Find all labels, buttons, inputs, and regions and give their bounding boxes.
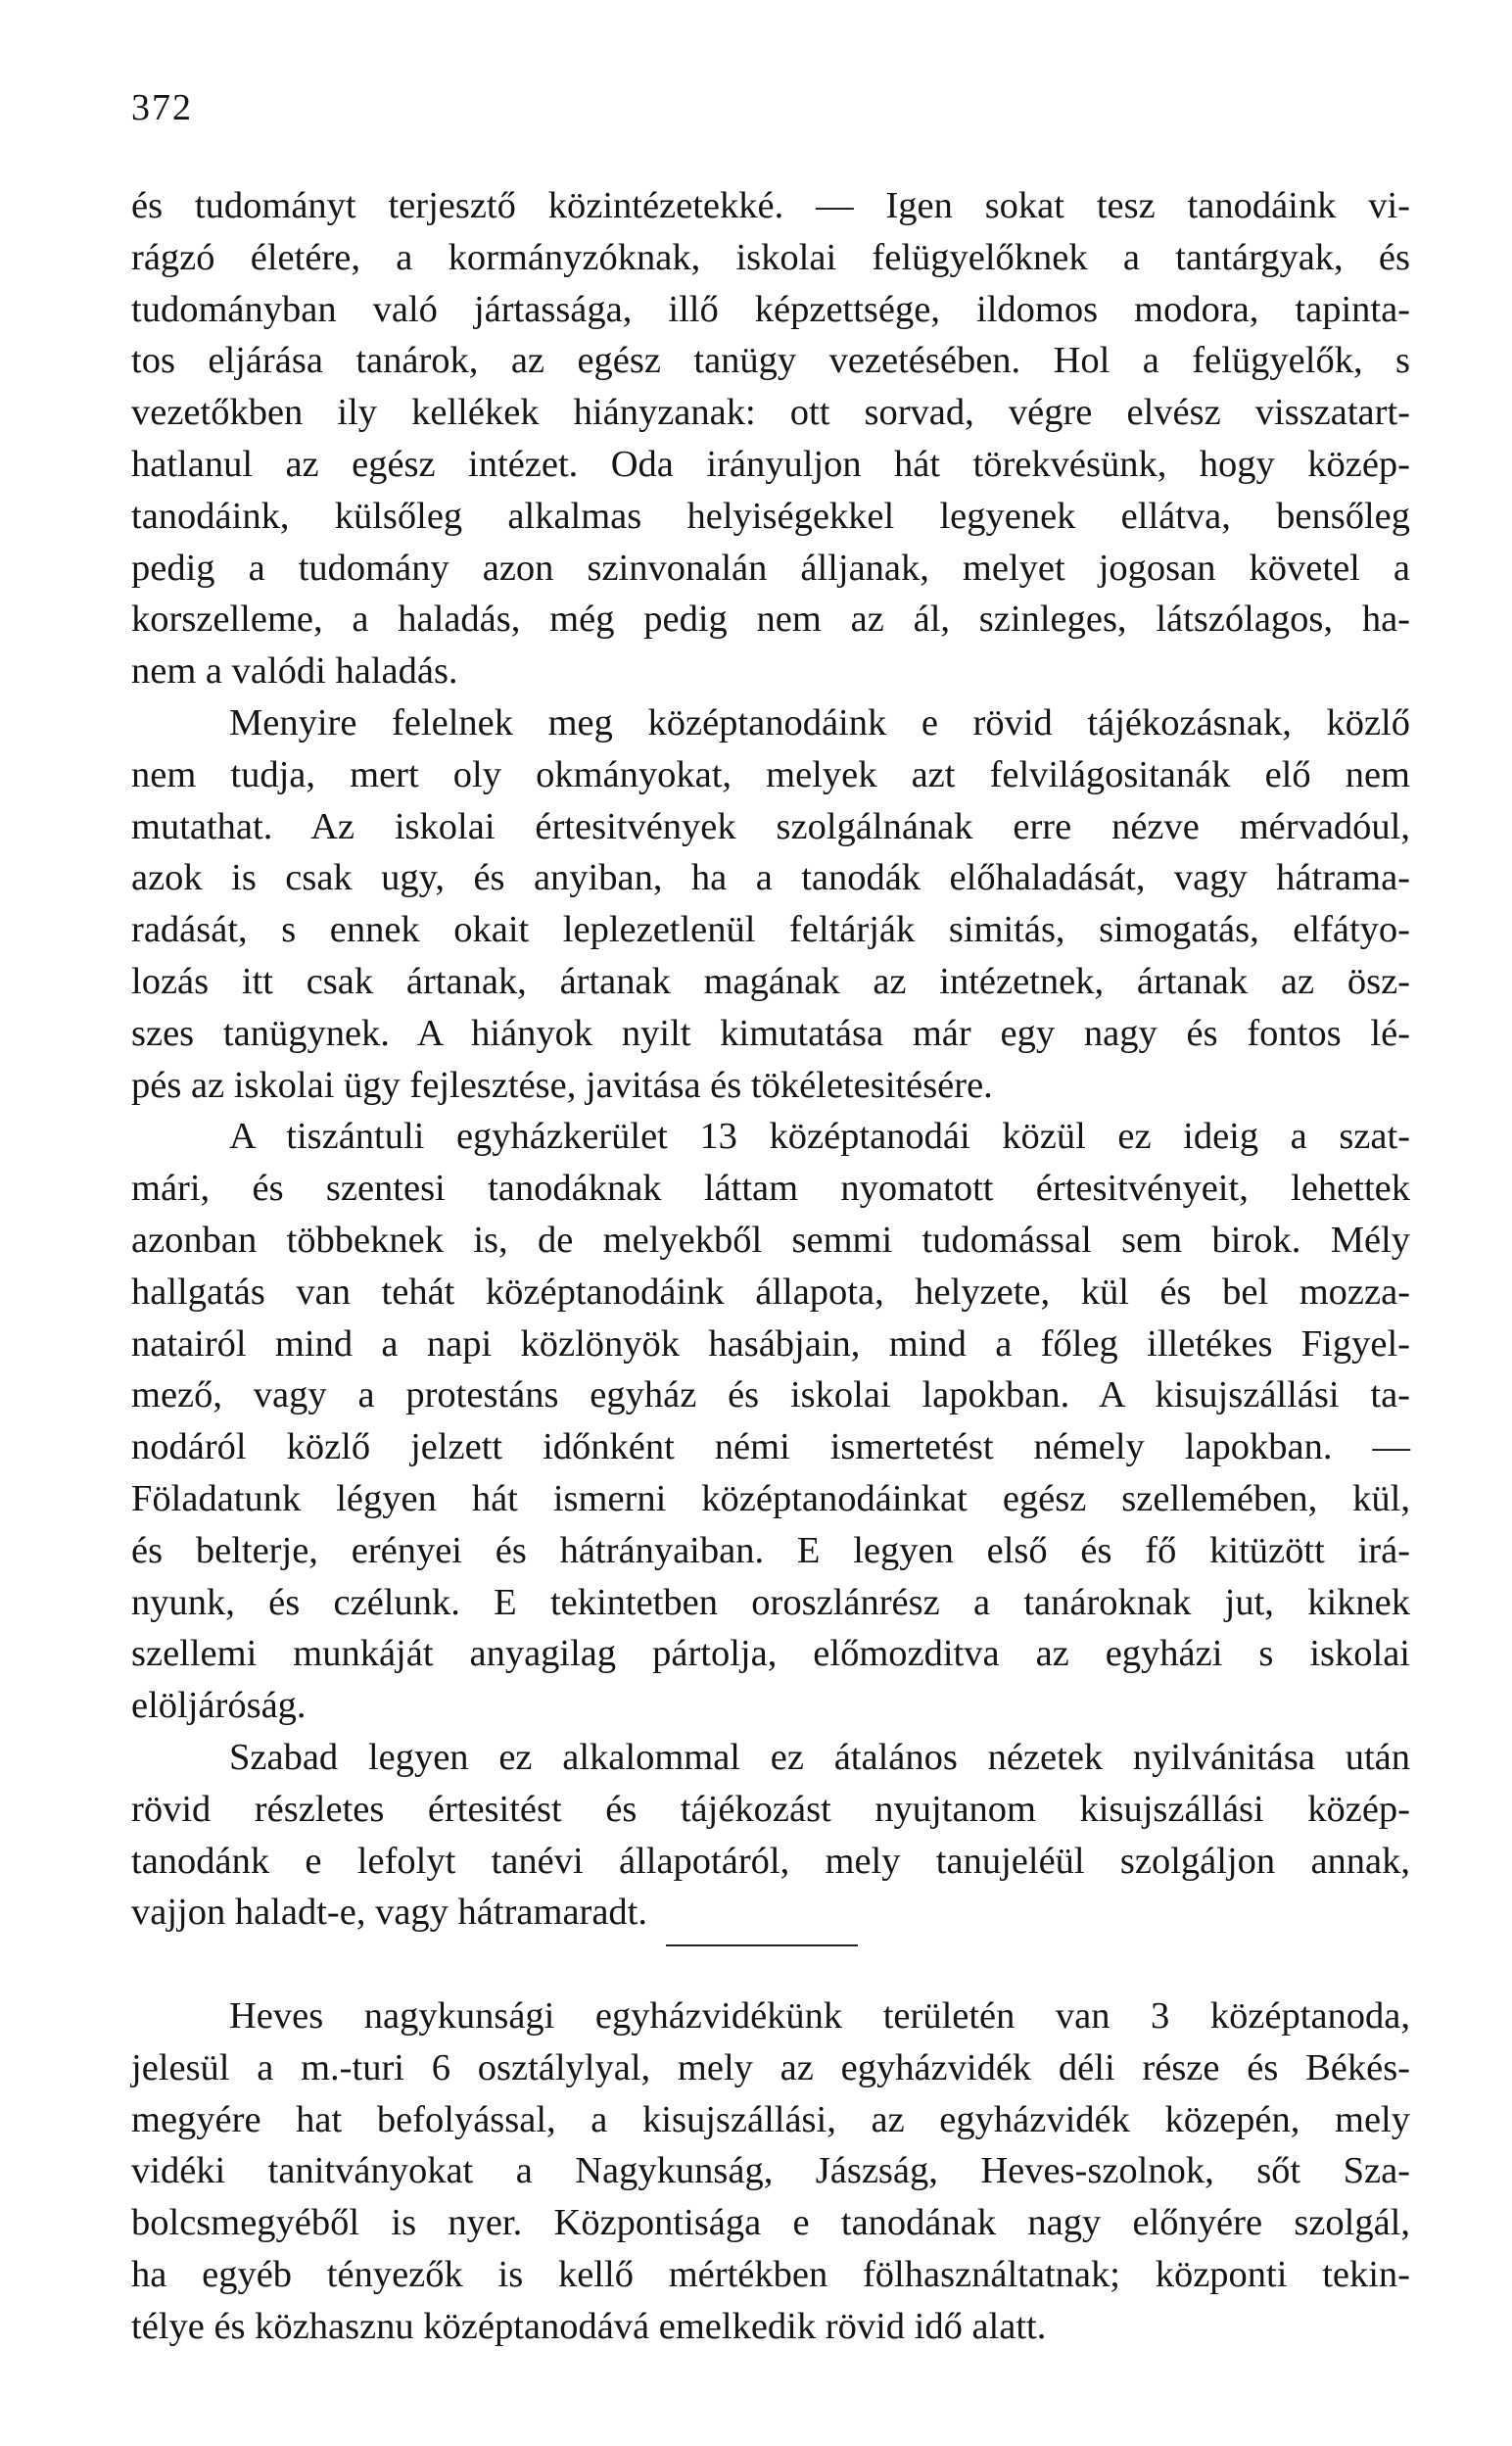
- text-line: rágzó életére, a kormányzóknak, iskolai felügyelőknek a tantárgyak, és: [131, 236, 1410, 278]
- text-line: tos eljárása tanárok, az egész tanügy vezetésében. Hol a felügyelők, s: [131, 340, 1410, 382]
- text-line: és belterje, erényei és hátrányaiban. E legyen első és fő kitüzött irá-: [131, 1529, 1410, 1571]
- text-line: télye és közhasznu középtanodává emelkedik rövid idő alatt.: [131, 2305, 1047, 2347]
- paragraph: [131, 697, 1410, 1111]
- text-line: lozás itt csak ártanak, ártanak magának az intézetnek, ártanak az ösz-: [131, 960, 1410, 1002]
- text-line: elöljáróság.: [131, 1685, 307, 1727]
- text-line: azonban többeknek is, de melyekből semmi tudomással sem birok. Mély: [131, 1219, 1410, 1261]
- text-line: vezetőkben ily kellékek hiányzanak: ott sorvad, végre elvész visszatart-: [131, 392, 1410, 434]
- text-line: Menyire felelnek meg középtanodáink e rövid tájékozásnak, közlő: [229, 701, 1410, 743]
- paragraph: [131, 180, 1410, 697]
- text-line: szes tanügynek. A hiányok nyilt kimutatása már egy nagy és fontos lé-: [131, 1012, 1410, 1054]
- text-line: megyére hat befolyással, a kisujszállási, az egyházvidék közepén, mely: [131, 2098, 1410, 2140]
- text-line: és tudományt terjesztő közintézetekké. — Igen sokat tesz tanodáink vi-: [131, 185, 1410, 226]
- text-line: hatlanul az egész intézet. Oda irányuljon hát törekvésünk, hogy közép-: [131, 443, 1410, 485]
- text-line: rövid részletes értesitést és tájékozást nyujtanom kisujszállási közép-: [131, 1788, 1410, 1830]
- text-line: Föladatunk légyen hát ismerni középtanodáinkat egész szellemében, kül,: [131, 1477, 1410, 1519]
- section-divider: [666, 1944, 858, 1946]
- text-line: Szabad legyen ez alkalommal ez átalános nézetek nyilvánitása után: [229, 1736, 1410, 1778]
- text-line: szellemi munkáját anyagilag pártolja, előmozditva az egyházi s iskolai: [131, 1633, 1410, 1675]
- text-line: mező, vagy a protestáns egyház és iskolai lapokban. A kisujszállási ta-: [131, 1374, 1410, 1416]
- text-line: tanodánk e lefolyt tanévi állapotáról, mely tanujeléül szolgáljon annak,: [131, 1840, 1410, 1882]
- page-number: 372: [131, 87, 193, 128]
- text-line: pedig a tudomány azon szinvonalán álljanak, melyet jogosan követel a: [131, 547, 1410, 589]
- text-line: ha egyéb tényezők is kellő mértékben fölhasználtatnak; központi tekin-: [131, 2253, 1410, 2295]
- text-line: radását, s ennek okait leplezetlenül feltárják simitás, simogatás, elfátyo-: [131, 909, 1410, 951]
- text-line: nem a valódi haladás.: [131, 650, 458, 693]
- paragraph: [131, 1111, 1410, 1732]
- text-line: tanodáink, külsőleg alkalmas helyiségekkel legyenek ellátva, bensőleg: [131, 495, 1410, 537]
- text-line: korszelleme, a haladás, még pedig nem az ál, szinleges, látszólagos, ha-: [131, 599, 1410, 641]
- text-line: jelesül a m.-turi 6 osztálylyal, mely az egyházvidék déli része és Békés-: [131, 2046, 1410, 2088]
- text-line: Heves nagykunsági egyházvidékünk területén van 3 középtanoda,: [229, 1995, 1410, 2037]
- text-line: tudományban való jártassága, illő képzettsége, ildomos modora, tapinta-: [131, 288, 1410, 330]
- text-line: pés az iskolai ügy fejlesztése, javitása és tökéletesitésére.: [131, 1064, 993, 1106]
- text-line: vidéki tanitványokat a Nagykunság, Jászság, Heves-szolnok, sőt Sza-: [131, 2150, 1410, 2192]
- text-line: bolcsmegyéből is nyer. Központisága e tanodának nagy előnyére szolgál,: [131, 2202, 1410, 2244]
- text-line: mári, és szentesi tanodáknak láttam nyomatott értesitvényeit, lehettek: [131, 1168, 1410, 1210]
- paragraph: [131, 1732, 1410, 1939]
- text-line: azok is csak ugy, és anyiban, ha a tanodák előhaladását, vagy hátrama-: [131, 857, 1410, 899]
- text-line: nem tudja, mert oly okmányokat, melyek azt felvilágositanák elő nem: [131, 753, 1410, 795]
- text-line: vajjon haladt-e, vagy hátramaradt.: [131, 1892, 648, 1934]
- body-text-upper: [131, 180, 1410, 1939]
- paragraph: [131, 1990, 1410, 2353]
- text-line: hallgatás van tehát középtanodáink állapota, helyzete, kül és bel mozza-: [131, 1271, 1410, 1313]
- text-line: nyunk, és czélunk. E tekintetben oroszlánrész a tanároknak jut, kiknek: [131, 1581, 1410, 1623]
- body-text-lower: [131, 1990, 1410, 2353]
- text-line: A tiszántuli egyházkerület 13 középtanodái közül ez ideig a szat-: [229, 1116, 1410, 1158]
- text-line: natairól mind a napi közlönyök hasábjain, mind a főleg illetékes Figyel-: [131, 1322, 1410, 1365]
- text-line: mutathat. Az iskolai értesitvények szolgálnának erre nézve mérvadóul,: [131, 805, 1410, 847]
- text-line: nodáról közlő jelzett időnként némi ismertetést némely lapokban. —: [131, 1426, 1410, 1468]
